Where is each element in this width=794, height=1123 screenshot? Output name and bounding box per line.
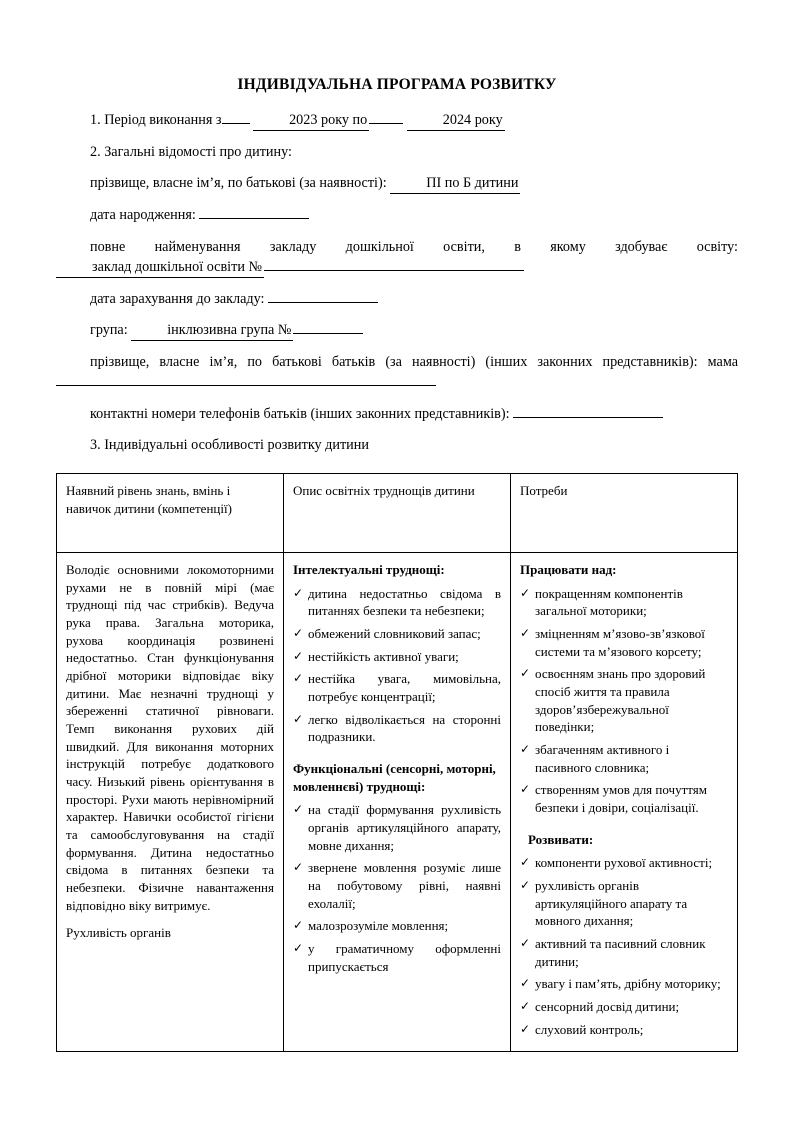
header-needs: Потреби (511, 473, 738, 552)
list-item: ✓ дитина недостатньо свідома в питаннях безпеки та небезпеки; (293, 585, 501, 620)
child-name-value[interactable]: ПІ по Б дитини (390, 173, 520, 194)
list-item: ✓ активний та пасивний словник дитини; (520, 935, 728, 970)
header-current-level: Наявний рівень знань, вмінь і навичок дитини (компетенції) (57, 473, 284, 552)
general-info-label: 2. Загальні відомості про дитину: (90, 144, 292, 161)
list-item: ✓ збагаченням активного і пасивного словника; (520, 741, 728, 776)
develop-heading: Розвивати: (528, 831, 594, 847)
list-item: ✓ слуховий контроль; (520, 1021, 728, 1039)
list-item: ✓ малозрозуміле мовлення; (293, 917, 501, 935)
current-level-text-cont: Рухливість органів (66, 925, 171, 941)
develop-list (520, 854, 728, 1038)
period-year-from: 2023 року по (253, 110, 369, 131)
list-item: ✓ звернене мовлення розуміє лише на побутовому рівні, наявні ехолалії; (293, 859, 501, 912)
group-line (56, 320, 738, 341)
table-row (57, 552, 738, 1051)
work-on-list (520, 585, 728, 817)
table-header-row (57, 473, 738, 552)
list-item: ✓ освоєнням знань про здоровий спосіб життя та правила здоров’язбережувальної поведінки; (520, 665, 728, 736)
birthdate-line (56, 205, 738, 225)
phones-line (56, 404, 738, 424)
list-item: ✓ нестійкість активної уваги; (293, 648, 501, 666)
institution-label: повне найменування закладу дошкільної освіти, в якому здобуває освіту: (90, 238, 738, 255)
group-label: група: (90, 322, 128, 339)
parents-blank[interactable] (56, 385, 436, 386)
list-item: ✓ увагу і пам’ять, дрібну моторику; (520, 975, 728, 993)
group-blank[interactable] (293, 333, 363, 334)
period-from-blank[interactable] (222, 123, 250, 124)
list-item: ✓ створенням умов для почуттям безпеки і довіри, соціалізації. (520, 781, 728, 816)
list-item: ✓ рухливість органів артикуляційного апарату та мовного дихання; (520, 877, 728, 930)
birthdate-blank[interactable] (199, 218, 309, 219)
period-line (56, 110, 738, 131)
child-name-label: прізвище, власне ім’я, по батькові (за наявності): (90, 175, 387, 192)
list-item: ✓ у граматичному оформленні припускається (293, 940, 501, 975)
enroll-label: дата зарахування до закладу: (90, 290, 265, 307)
current-level-text: Володіє основними локомоторними рухами не в повній мірі (має труднощі під час стрибків). Ведуча рука права. Загальна моторика, рухова координація розвинені недостатньо. Стан функціонування дрібної моторики відповідає віку дитини. Має незначні труднощі у збереженні статичної рівноваги. Темп виконання рухових дій швидкий. Для виконання моторних інструкцій потребує додаткового часу. Низький рівень орієнтування в просторі. Рухи мають нерівномірний характер. Навички особистої гігієни та самообслуговування на стадії формування. Дитина недостатньо свідома в питаннях безпеки та небезпеки. Фізичне навантаження відповідно віку витримує. (66, 561, 274, 913)
list-item: ✓ нестійка увага, мимовільна, потребує концентрації; (293, 670, 501, 705)
period-year-to: 2024 року (407, 110, 505, 131)
list-item: ✓ компоненти рухової активності; (520, 854, 728, 872)
birthdate-label: дата народження: (90, 207, 196, 224)
cell-needs (511, 552, 738, 1051)
intellectual-difficulties-heading: Інтелектуальні труднощі: (293, 561, 445, 577)
phones-label: контактні номери телефонів батьків (інших законних представників): (90, 405, 510, 422)
intellectual-difficulties-list (293, 585, 501, 746)
list-item: ✓ зміцненням м’язово-зв’язкової системи та м’язового корсету; (520, 625, 728, 660)
development-table (56, 473, 738, 1052)
parents-label: прізвище, власне ім’я, по батькові батьків (за наявності) (інших законних представників): (90, 354, 698, 371)
group-value[interactable]: інклюзивна група № (131, 320, 293, 341)
cell-current-level (57, 552, 284, 1051)
list-item: ✓ сенсорний досвід дитини; (520, 998, 728, 1016)
list-item: ✓ покращенням компонентів загальної моторики; (520, 585, 728, 620)
page-title: ІНДИВІДУАЛЬНА ПРОГРАМА РОЗВИТКУ (237, 76, 557, 93)
header-difficulties: Опис освітніх труднощів дитини (284, 473, 511, 552)
phones-blank[interactable] (513, 417, 663, 418)
period-label: 1. Період виконання (90, 112, 213, 128)
list-item: ✓ обмежений словниковий запас; (293, 625, 501, 643)
institution-blank[interactable] (264, 270, 524, 271)
list-item: ✓ на стадії формування рухливість органів артикуляційного апарату, мовне дихання; (293, 801, 501, 854)
parents-line (56, 352, 738, 392)
institution-line (56, 237, 738, 278)
period-to-blank[interactable] (369, 123, 403, 124)
list-item: ✓ легко відволікається на сторонні подразники. (293, 711, 501, 746)
cell-difficulties (284, 552, 511, 1051)
institution-value[interactable]: заклад дошкільної освіти № (56, 257, 264, 278)
enroll-blank[interactable] (268, 302, 378, 303)
functional-difficulties-list (293, 801, 501, 975)
parents-value[interactable]: мама (707, 354, 739, 371)
child-name-line (56, 173, 738, 194)
section3-label: 3. Індивідуальні особливості розвитку дитини (90, 436, 369, 453)
functional-difficulties-heading: Функціональні (сенсорні, моторні, мовленнєві) труднощі: (293, 760, 496, 794)
work-on-heading: Працювати над: (520, 561, 617, 577)
enroll-line (56, 289, 738, 309)
period-from-prefix: з (215, 112, 222, 128)
